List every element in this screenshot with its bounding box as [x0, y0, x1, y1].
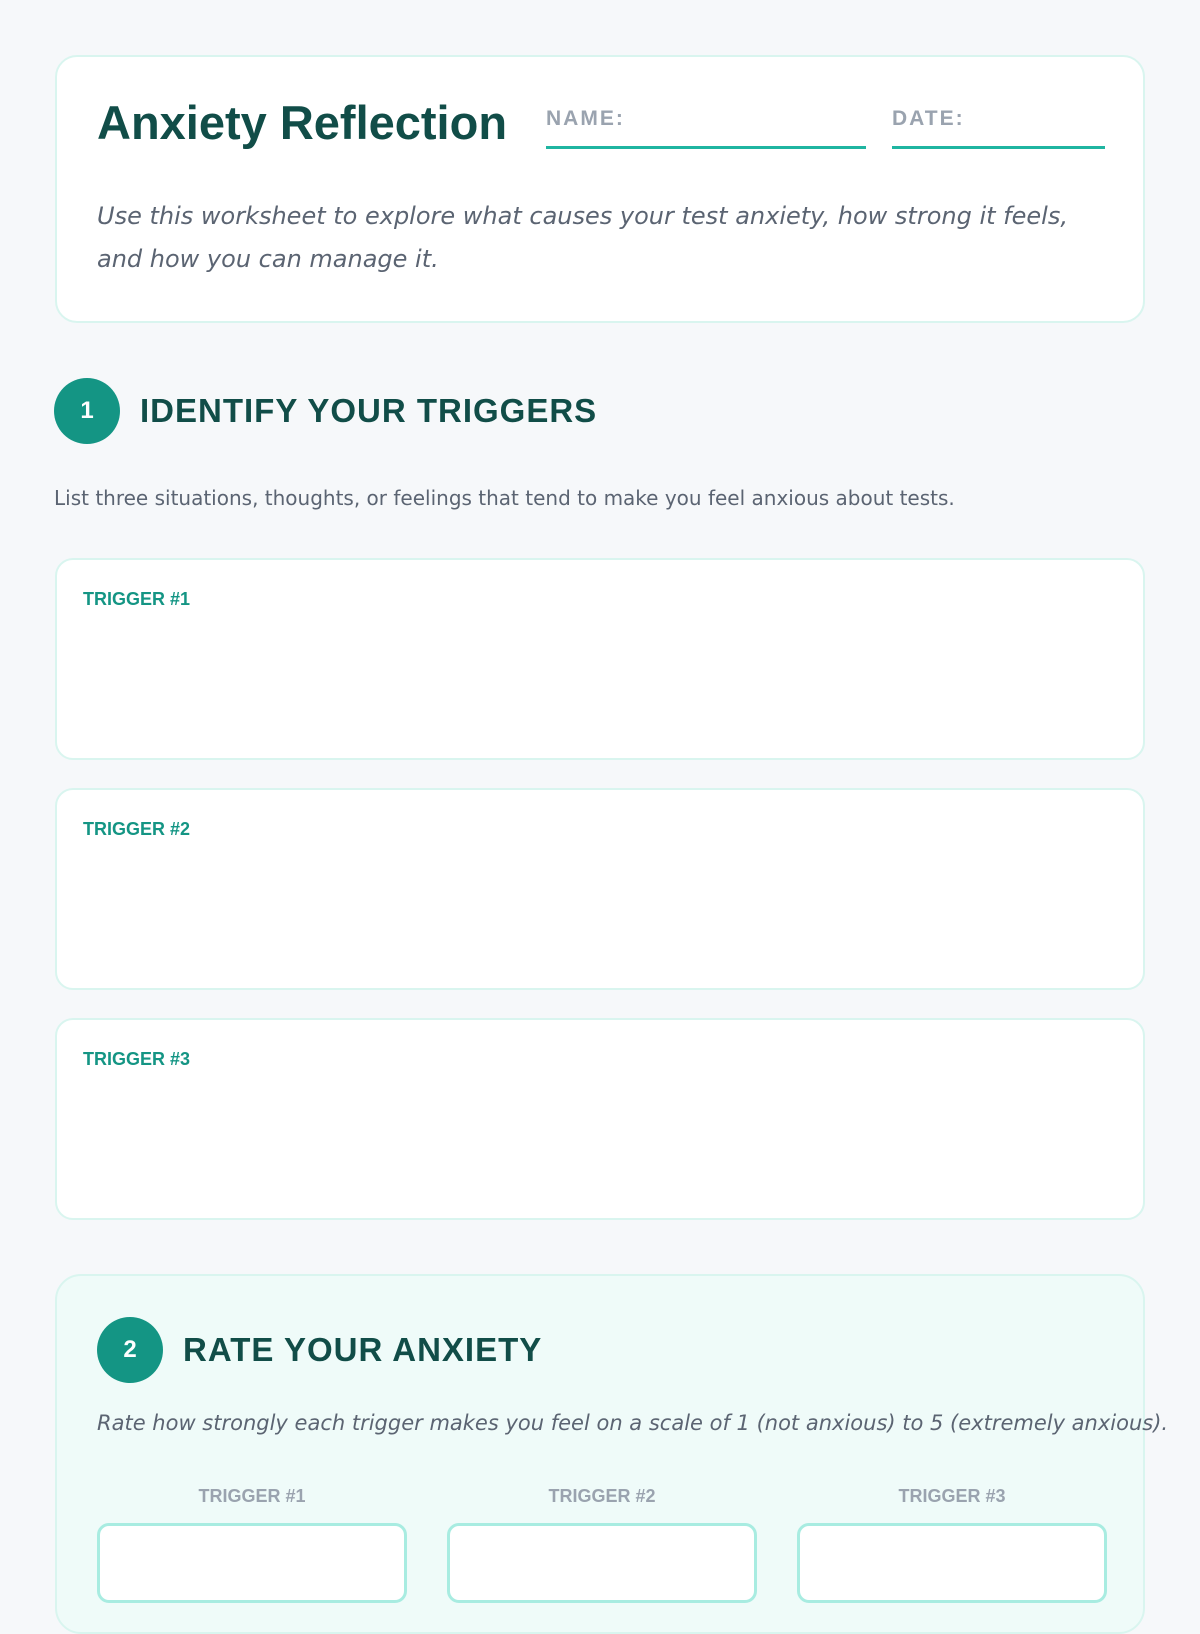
section-1-header: [54, 378, 597, 444]
trigger-label: TRIGGER #2: [83, 819, 191, 839]
name-field[interactable]: [546, 146, 866, 149]
trigger-label: TRIGGER #3: [83, 1049, 191, 1069]
rating-label: TRIGGER #3: [898, 1486, 1006, 1506]
section-title: IDENTIFY YOUR TRIGGERS: [140, 392, 598, 429]
rating-input-3[interactable]: [797, 1523, 1107, 1603]
rating-input-2[interactable]: [447, 1523, 757, 1603]
page-title: Anxiety Reflection: [97, 96, 508, 149]
rating-column-2: [447, 1486, 757, 1603]
section-description: Rate how strongly each trigger makes you feel on a scale of 1 (not anxious) to 5 (extremely anxious).: [97, 1411, 1169, 1435]
rating-column-1: [97, 1486, 407, 1603]
section-number-badge: 2: [97, 1317, 163, 1383]
rating-label: TRIGGER #2: [548, 1486, 656, 1506]
section-description: List three situations, thoughts, or feelings that tend to make you feel anxious about tests.: [54, 486, 955, 510]
worksheet-header-card: [55, 55, 1145, 323]
rating-input-1[interactable]: [97, 1523, 407, 1603]
trigger-label: TRIGGER #1: [83, 589, 191, 609]
section-number-badge: 1: [54, 378, 120, 444]
rating-column-3: [797, 1486, 1107, 1603]
trigger-input-1[interactable]: [55, 558, 1145, 760]
rating-label: TRIGGER #1: [198, 1486, 306, 1506]
rate-anxiety-panel: [55, 1274, 1169, 1634]
worksheet-intro: Use this worksheet to explore what causes your test anxiety, how strong it feels, and how you can manage it.: [97, 202, 1068, 273]
section-title: RATE YOUR ANXIETY: [183, 1331, 543, 1368]
date-field-label: DATE:: [892, 107, 965, 130]
section-2-header: [97, 1317, 542, 1383]
name-field-label: NAME:: [546, 107, 625, 130]
date-field[interactable]: [892, 146, 1105, 149]
trigger-input-2[interactable]: [55, 788, 1145, 990]
trigger-input-3[interactable]: [55, 1018, 1145, 1220]
